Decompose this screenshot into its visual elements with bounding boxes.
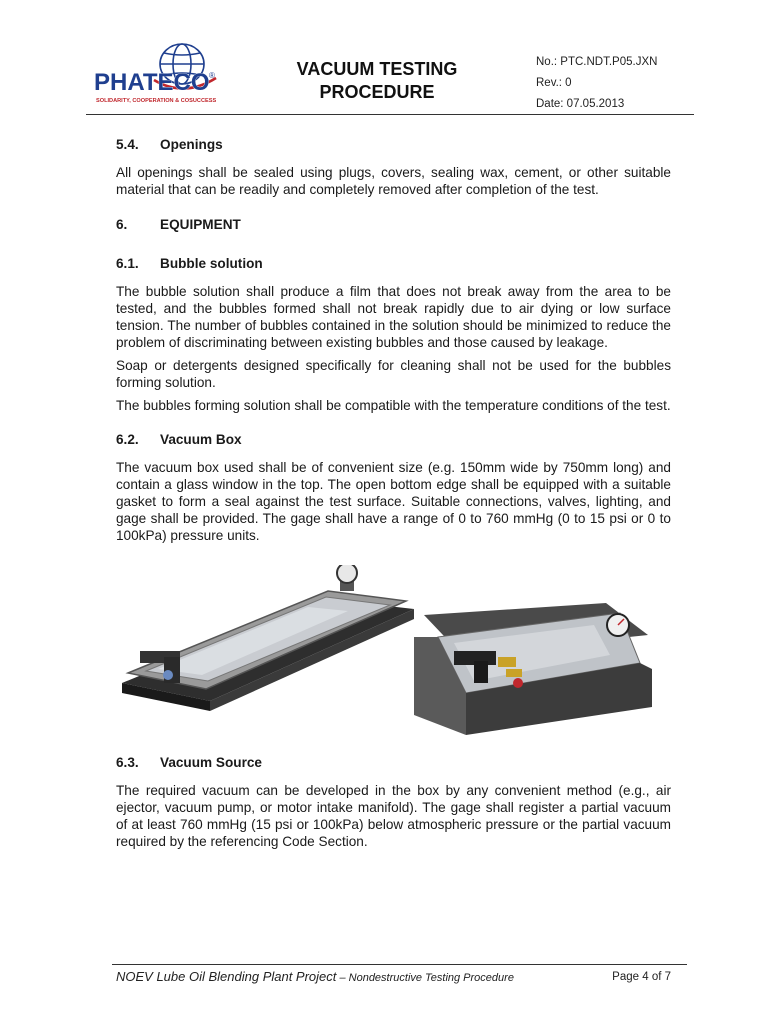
section-number: 6.1.	[116, 256, 139, 271]
footer-project-name: NOEV Lube Oil Blending Plant Project	[116, 969, 337, 984]
footer-subtitle: – Nondestructive Testing Procedure	[336, 972, 514, 984]
section-5-4-heading	[116, 136, 671, 153]
section-6-3-text: The required vacuum can be developed in the box by any convenient method (e.g., air ejector, vacuum pump, or motor intake manifold). The gage shall register a partial vacuum of at least 760 mmHg (15 psi or 100kPa) below atmospheric pressure or the partial vacuum required by the referencing Code Section.	[116, 783, 671, 849]
document-meta	[536, 52, 657, 115]
section-6-2-text: The vacuum box used shall be of convenient size (e.g. 150mm wide by 750mm long) and contain a glass window in the top. The open bottom edge shall be equipped with a suitable gasket to form a seal against the test surface. Suitable connections, valves, lighting, and gage shall be provided. The gage shall have a range of 0 to 760 mmHg (0 to 15 psi or 0 to 100kPa) pressure units.	[116, 460, 671, 543]
doc-date: Date: 07.05.2013	[536, 98, 625, 110]
section-title: Bubble solution	[160, 256, 263, 271]
section-number: 5.4.	[116, 137, 139, 152]
section-6-3-heading	[116, 754, 671, 771]
section-6-1-heading	[116, 255, 671, 272]
vacuum-box-photos	[118, 565, 658, 740]
doc-revision: Rev.: 0	[536, 77, 572, 89]
page-body	[116, 136, 671, 544]
title-line-2: PROCEDURE	[319, 82, 435, 102]
section-6-1-paragraph-1: The bubble solution shall produce a film that does not break away from the area to be tested, and the bubbles formed shall not break rapidly due to air dying or low surface tension. The number of bubbles contained in the solution should be minimized to reduce the problem of discriminating between existing bubbles and those caused by leakage.	[116, 284, 671, 350]
section-title: Vacuum Source	[160, 755, 262, 770]
section-number: 6.	[116, 217, 128, 232]
footer-project	[116, 969, 514, 984]
title-line-1: VACUUM TESTING	[296, 59, 458, 79]
document-title	[266, 58, 488, 104]
svg-text:®: ®	[209, 71, 215, 80]
company-logo	[94, 40, 224, 112]
section-5-4-text: All openings shall be sealed using plugs, covers, sealing wax, cement, or other suitable material that can be readily and completely removed after completion of the test.	[116, 165, 671, 197]
logo-tagline: SOLIDARITY, COOPERATION & COSUCCESS	[96, 98, 217, 104]
doc-number: No.: PTC.NDT.P05.JXN	[536, 56, 658, 68]
section-6-1-paragraph-2: Soap or detergents designed specifically for cleaning shall not be used for the bubbles forming solution.	[116, 358, 671, 390]
section-6-heading	[116, 216, 671, 233]
vacuum-box-photo-angled	[414, 597, 656, 737]
header-divider	[86, 114, 694, 115]
section-number: 6.2.	[116, 432, 139, 447]
section-6-2-heading	[116, 431, 671, 448]
page-footer	[116, 969, 671, 984]
section-number: 6.3.	[116, 755, 139, 770]
section-6-3	[116, 754, 671, 850]
section-title: Vacuum Box	[160, 432, 242, 447]
page-number: Page 4 of 7	[612, 971, 671, 983]
logo-wordmark: PHATECO	[94, 69, 210, 96]
footer-divider	[112, 964, 687, 965]
section-title: EQUIPMENT	[160, 217, 241, 232]
section-title: Openings	[160, 137, 223, 152]
section-6-1-paragraph-3: The bubbles forming solution shall be compatible with the temperature conditions of the test.	[116, 398, 671, 413]
vacuum-box-photo-flat	[118, 565, 418, 735]
